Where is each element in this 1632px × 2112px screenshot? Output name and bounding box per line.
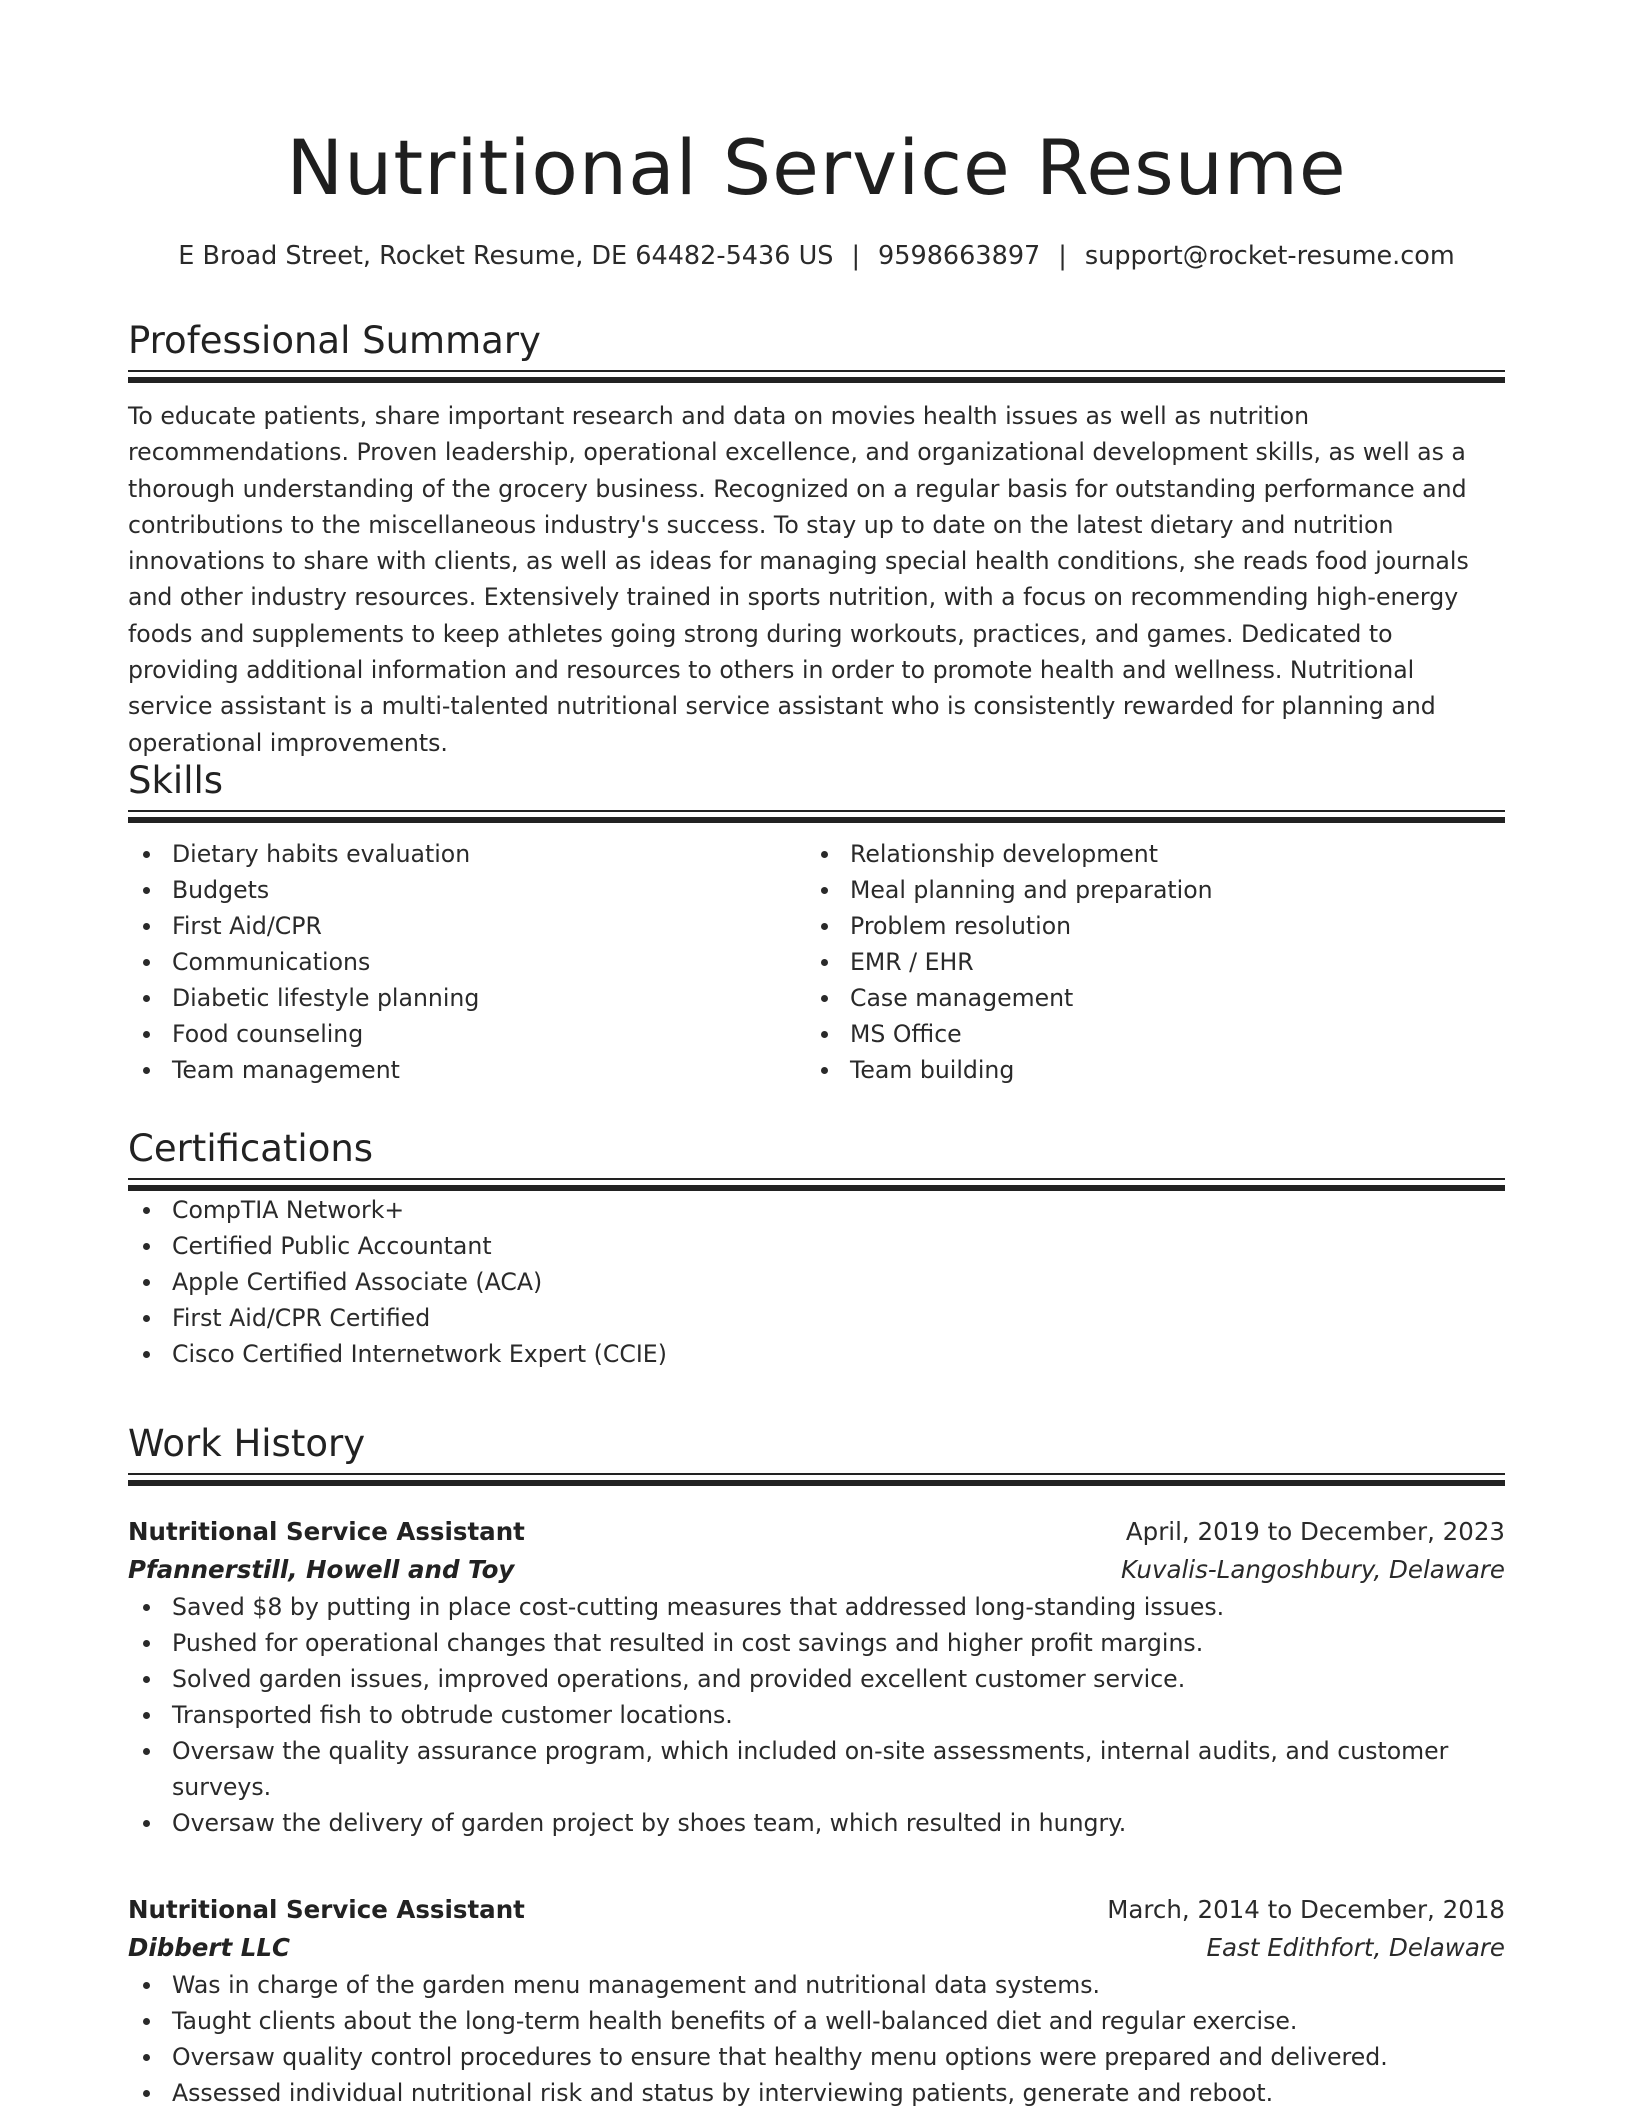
skills-heading: Skills: [128, 759, 224, 802]
certifications-heading: Certifications: [128, 1127, 374, 1170]
skill-item: First Aid/CPR: [128, 908, 806, 944]
skill-item: Dietary habits evaluation: [128, 836, 806, 872]
job-bullet: Saved $8 by putting in place cost-cutting measures that addressed long-standing issues.: [128, 1589, 1505, 1625]
job-responsibilities: [128, 1967, 1505, 2111]
job-title: Nutritional Service Assistant: [128, 1517, 525, 1546]
job-entry: [128, 1891, 1505, 2111]
job-location: Kuvalis-Langoshbury, Delaware: [1121, 1555, 1505, 1584]
skill-item: EMR / EHR: [806, 944, 1484, 980]
job-company: Pfannerstill, Howell and Toy: [128, 1555, 515, 1584]
job-company: Dibbert LLC: [128, 1933, 290, 1962]
section-divider: [128, 370, 1505, 384]
job-header-row: [128, 1513, 1505, 1551]
certifications-section: [128, 1124, 1505, 1372]
summary-heading: Professional Summary: [128, 319, 541, 362]
skill-item: MS Office: [806, 1016, 1484, 1052]
job-dates: March, 2014 to December, 2018: [1107, 1895, 1505, 1924]
job-bullet: Oversaw the quality assurance program, which included on-site assessments, internal audits, and customer surveys.: [128, 1733, 1505, 1805]
job-bullet: Taught clients about the long-term health benefits of a well-balanced diet and regular exercise.: [128, 2003, 1505, 2039]
skills-right-column: [806, 836, 1484, 1088]
contact-email[interactable]: support@rocket-resume.com: [1084, 241, 1455, 271]
summary-text: To educate patients, share important research and data on movies health issues as well as nutrition recommendations. Proven leadership, operational excellence, and organizational development skills, as well as a thorough understanding of the grocery business. Recognized on a regular basis for outstanding performance and contributions to the miscellaneous industry's success. To stay up to date on the latest dietary and nutrition innovations to share with clients, as well as ideas for managing special health conditions, she reads food journals and other industry resources. Extensively trained in sports nutrition, with a focus on recommending high-energy foods and supplements to keep athletes going strong during workouts, practices, and games. Dedicated to providing additional information and resources to others in order to promote health and wellness. Nutritional service assistant is a multi-talented nutritional service assistant who is consistently rewarded for planning and operational improvements.: [128, 402, 1469, 757]
skill-item: Meal planning and preparation: [806, 872, 1484, 908]
skill-item: Communications: [128, 944, 806, 980]
skills-section: [128, 756, 1505, 1088]
contact-line: [128, 238, 1505, 274]
work-history-section: [128, 1419, 1505, 1487]
job-bullet: Transported fish to obtrude customer locations.: [128, 1697, 1505, 1733]
job-header-row: [128, 1891, 1505, 1929]
skills-left-column: [128, 836, 806, 1088]
skill-item: Food counseling: [128, 1016, 806, 1052]
skills-left-list: [128, 836, 806, 1088]
job-bullet: Oversaw the delivery of garden project by shoes team, which resulted in hungry.: [128, 1805, 1505, 1841]
work-history-heading: Work History: [128, 1422, 366, 1465]
job-bullet: Was in charge of the garden menu management and nutritional data systems.: [128, 1967, 1505, 2003]
skill-item: Diabetic lifestyle planning: [128, 980, 806, 1016]
skill-item: Team management: [128, 1052, 806, 1088]
section-divider: [128, 1178, 1505, 1192]
job-bullet: Solved garden issues, improved operations, and provided excellent customer service.: [128, 1661, 1505, 1697]
skill-item: Problem resolution: [806, 908, 1484, 944]
job-bullet: Pushed for operational changes that resulted in cost savings and higher profit margins.: [128, 1625, 1505, 1661]
summary-section: [128, 316, 1505, 761]
skills-columns: [128, 836, 1505, 1088]
skill-item: Budgets: [128, 872, 806, 908]
contact-phone: 9598663897: [878, 241, 1041, 271]
skills-right-list: [806, 836, 1484, 1088]
section-divider: [128, 810, 1505, 824]
contact-separator: |: [1058, 241, 1067, 271]
resume-name: Nutritional Service Resume: [286, 123, 1347, 212]
job-bullet: Oversaw quality control procedures to ensure that healthy menu options were prepared and delivered.: [128, 2039, 1505, 2075]
contact-separator: |: [851, 241, 861, 271]
job-bullet: Assessed individual nutritional risk and status by interviewing patients, generate and reboot.: [128, 2075, 1505, 2111]
certification-item: First Aid/CPR Certified: [128, 1300, 1505, 1336]
certification-item: Certified Public Accountant: [128, 1228, 1505, 1264]
certification-item: Cisco Certified Internetwork Expert (CCIE): [128, 1336, 1505, 1372]
skill-item: Relationship development: [806, 836, 1484, 872]
job-company-row: [128, 1929, 1505, 1967]
job-company-row: [128, 1551, 1505, 1589]
skill-item: Case management: [806, 980, 1484, 1016]
job-entry: [128, 1513, 1505, 1841]
job-title: Nutritional Service Assistant: [128, 1895, 525, 1924]
section-divider: [128, 1473, 1505, 1487]
contact-address: E Broad Street, Rocket Resume, DE 64482-5436 US: [178, 241, 834, 271]
job-responsibilities: [128, 1589, 1505, 1841]
certifications-list: [128, 1192, 1505, 1372]
job-dates: April, 2019 to December, 2023: [1125, 1517, 1505, 1546]
job-location: East Edithfort, Delaware: [1206, 1933, 1505, 1962]
certification-item: Apple Certified Associate (ACA): [128, 1264, 1505, 1300]
skill-item: Team building: [806, 1052, 1484, 1088]
certification-item: CompTIA Network+: [128, 1192, 1505, 1228]
